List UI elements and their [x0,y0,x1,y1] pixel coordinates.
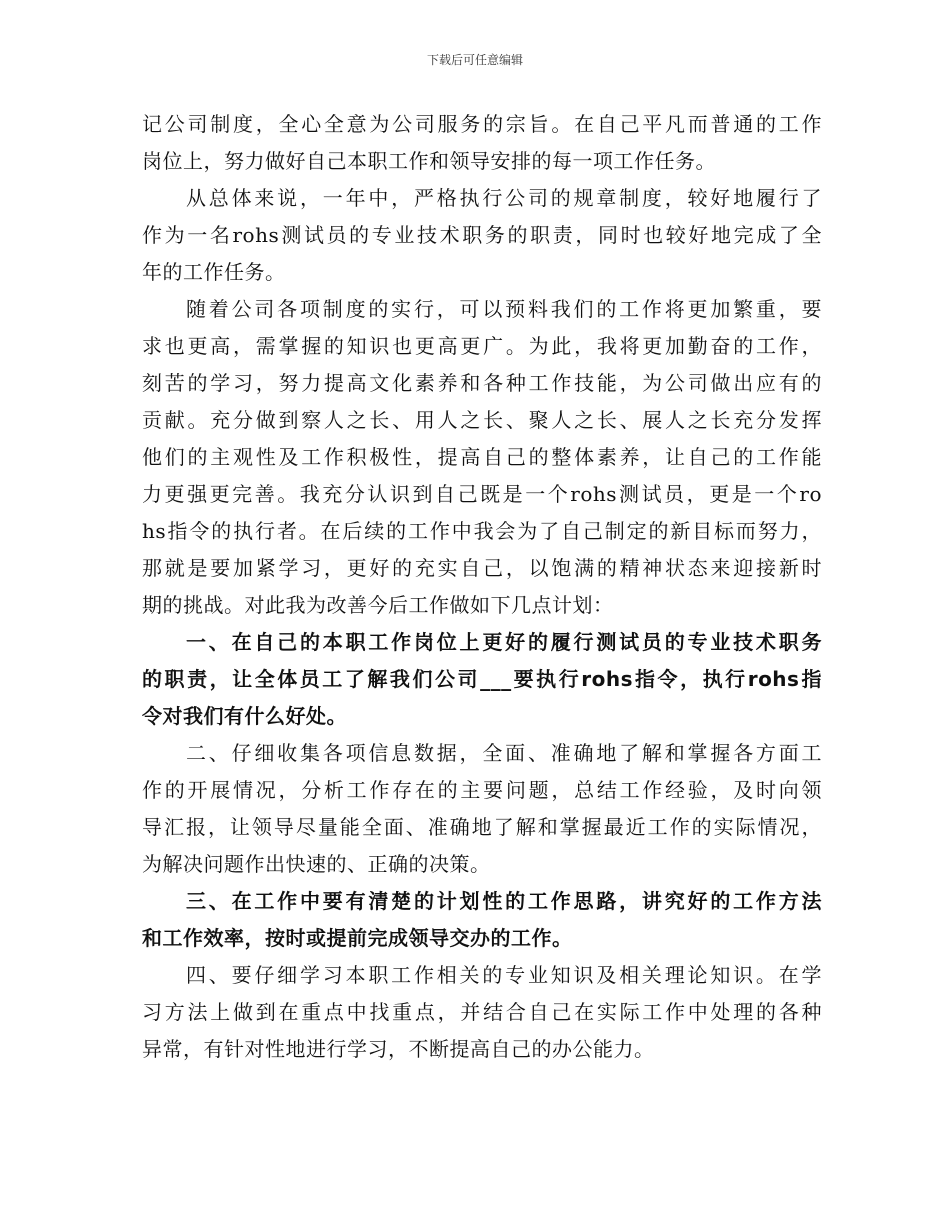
text-line: 和工作效率，按时或提前完成领导交办的工作。 [142,926,573,950]
page-header: 下载后可任意编辑 [426,53,523,67]
text-line: 岗位上，努力做好自己本职工作和领导安排的每一项工作任务。 [142,149,716,173]
text-line: 记公司制度，全心全意为公司服务的宗旨。在自己平凡而普通的工作 [142,112,822,136]
paragraph [142,957,822,1068]
text-line: 为解决问题作出快速的、正确的决策。 [142,852,491,876]
text-line: 期的挑战。对此我为改善今后工作做如下几点计划： [142,593,614,617]
text-line: 三、在工作中要有清楚的计划性的工作思路，讲究好的工作方法 [186,889,822,913]
paragraph [142,883,822,957]
text-line: 习方法上做到在重点中找重点，并结合自己在实际工作中处理的各种 [142,1000,822,1024]
text-line: 导汇报，让领导尽量能全面、准确地了解和掌握最近工作的实际情况， [142,815,822,839]
text-line: 那就是要加紧学习，更好的充实自己，以饱满的精神状态来迎接新时 [142,556,822,580]
text-line: 二、仔细收集各项信息数据，全面、准确地了解和掌握各方面工 [186,741,822,765]
text-line: hs指令的执行者。在后续的工作中我会为了自己制定的新目标而努力， [142,519,822,543]
paragraph [142,180,822,291]
text-line: 年的工作任务。 [142,260,286,284]
text-line: 随着公司各项制度的实行，可以预料我们的工作将更加繁重，要 [186,297,822,321]
text-line: 一、在自己的本职工作岗位上更好的履行测试员的专业技术职务 [186,630,822,654]
text-line: 作为一名rohs测试员的专业技术职务的职责，同时也较好地完成了全 [142,223,822,247]
text-line: 作的开展情况，分析工作存在的主要问题，总结工作经验，及时向领 [142,778,822,802]
text-line: 贡献。充分做到察人之长、用人之长、聚人之长、展人之长充分发挥 [142,408,822,432]
text-line: 力更强更完善。我充分认识到自己既是一个rohs测试员，更是一个ro [142,482,822,506]
text-line: 刻苦的学习，努力提高文化素养和各种工作技能，为公司做出应有的 [142,371,822,395]
text-line: 他们的主观性及工作积极性，提高自己的整体素养，让自己的工作能 [142,445,822,469]
paragraph [142,106,822,180]
text-line: 令对我们有什么好处。 [142,704,347,728]
document-body [142,106,822,1068]
paragraph [142,735,822,883]
text-line: 的职责，让全体员工了解我们公司___要执行rohs指令，执行rohs指 [142,667,822,691]
paragraph [142,291,822,624]
text-line: 异常，有针对性地进行学习，不断提高自己的办公能力。 [142,1037,655,1061]
text-line: 四、要仔细学习本职工作相关的专业知识及相关理论知识。在学 [186,963,822,987]
paragraph [142,624,822,735]
text-line: 求也更高，需掌握的知识也更高更广。为此，我将更加勤奋的工作， [142,334,822,358]
text-line: 从总体来说，一年中，严格执行公司的规章制度，较好地履行了 [186,186,822,210]
